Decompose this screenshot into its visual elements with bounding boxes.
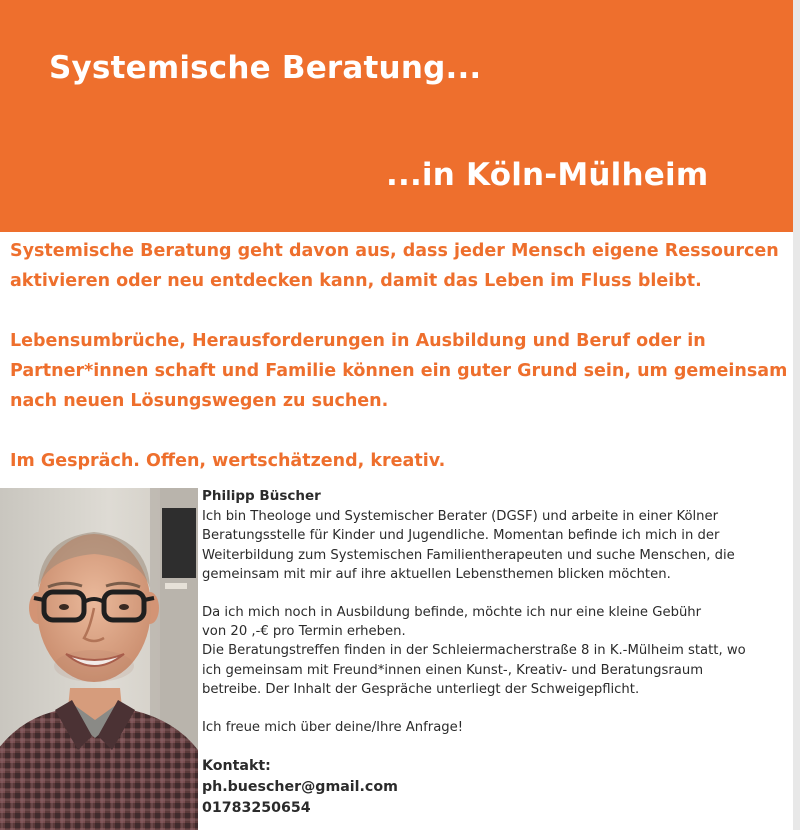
spacer <box>202 699 792 718</box>
page-title: Systemische Beratung... <box>49 50 482 86</box>
contact-phone[interactable]: 01783250654 <box>202 800 311 817</box>
bio-line: ich gemeinsam mit Freund*innen einen Kunst-, Kreativ- und Beratungsraum <box>202 662 704 678</box>
spacer <box>202 737 792 756</box>
spacer <box>202 584 792 603</box>
page-subtitle-location: ...in Köln-Mülheim <box>386 157 709 193</box>
bio-line: Ich bin Theologe und Systemischer Berater (DGSF) und arbeite in einer Kölner <box>202 509 719 525</box>
person-name: Philipp Büscher <box>202 488 321 504</box>
header-banner <box>0 0 793 232</box>
intro-text <box>10 236 795 476</box>
bio-line: betreibe. Der Inhalt der Gespräche unterliegt der Schweigepflicht. <box>202 681 640 697</box>
bio-line: Beratungsstelle für Kinder und Jugendliche. Momentan befinde ich mich in der <box>202 528 720 544</box>
intro-line: Systemische Beratung geht davon aus, dass jeder Mensch eigene Ressourcen <box>10 241 779 261</box>
intro-line: Lebensumbrüche, Herausforderungen in Ausbildung und Beruf oder in <box>10 331 706 351</box>
bio-line: Da ich mich noch in Ausbildung befinde, möchte ich nur eine kleine Gebühr <box>202 605 702 621</box>
bio-paragraph-2 <box>202 603 792 699</box>
bio-line: Die Beratungstreffen finden in der Schleiermacherstraße 8 in K.-Mülheim statt, wo <box>202 643 746 659</box>
intro-line: aktivieren oder neu entdecken kann, damit das Leben im Fluss bleibt. <box>10 271 702 291</box>
intro-line: Partner*innen schaft und Familie können ein guter Grund sein, um gemeinsam <box>10 361 788 381</box>
intro-tagline: Im Gespräch. Offen, wertschätzend, kreativ. <box>10 451 446 471</box>
bio-paragraph-1 <box>202 507 792 584</box>
intro-line: nach neuen Lösungswegen zu suchen. <box>10 391 389 411</box>
contact-label: Kontakt: <box>202 758 271 775</box>
bio-line: gemeinsam mit mir auf ihre aktuellen Lebensthemen blicken möchten. <box>202 566 671 582</box>
intro-paragraph-2 <box>10 326 795 416</box>
contact-email-link[interactable]: ph.buescher@gmail.com <box>202 779 398 796</box>
portrait-photo <box>0 488 198 830</box>
bio-line: von 20 ,-€ pro Termin erheben. <box>202 624 406 640</box>
intro-paragraph-1 <box>10 236 795 296</box>
bio-line: Weiterbildung zum Systemischen Familientherapeuten und suche Menschen, die <box>202 547 735 563</box>
closing-line: Ich freue mich über deine/Ihre Anfrage! <box>202 720 464 736</box>
bio-section <box>202 487 792 819</box>
